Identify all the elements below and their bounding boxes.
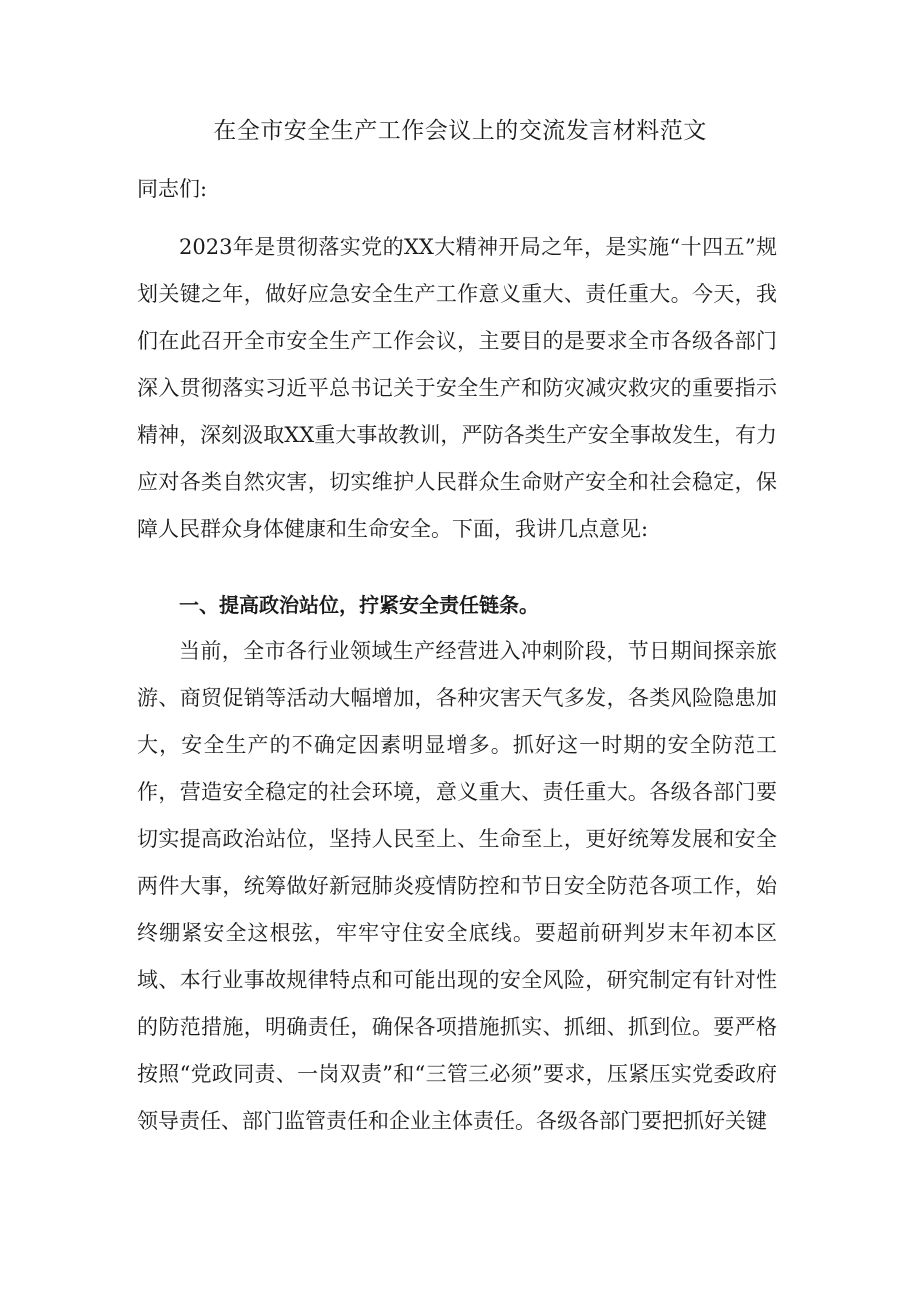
section-body-paragraph: 当前，全市各行业领域生产经营进入冲刺阶段，节日期间探亲旅游、商贸促销等活动大幅增加，各种灾害天气多发，各类风险隐患加大，安全生产的不确定因素明显增多。抓好这一时期的安全防范工作，营造安全稳定的社会环境，意义重大、责任重大。各级各部门要切实提高政治站位，坚持人民至上、生命至上，更好统筹发展和安全两件大事，统筹做好新冠肺炎疫情防控和节日安全防范各项工作，始终绷紧安全这根弦，牢牢守住安全底线。要超前研判岁末年初本区域、本行业事故规律特点和可能出现的安全风险，研究制定有针对性的防范措施，明确责任，确保各项措施抓实、抓细、抓到位。要严格按照“党政同责、一岗双责”和“三管三必须”要求，压紧压实党委政府领导责任、部门监管责任和企业主体责任。各级各部门要把抓好关键 [137, 639, 777, 1133]
salutation: 同志们: [137, 177, 208, 201]
document-title: 在全市安全生产工作会议上的交流发言材料范文 [213, 118, 707, 144]
intro-paragraph: 2023年是贯彻落实党的XX大精神开局之年，是实施“十四五”规划关键之年，做好应急安全生产工作意义重大、责任重大。今天，我们在此召开全市安全生产工作会议，主要目的是要求全市各级各部门深入贯彻落实习近平总书记关于安全生产和防灾减灾救灾的重要指示精神，深刻汲取XX重大事故教训，严防各类生产安全事故发生，有力应对各类自然灾害，切实维护人民群众生命财产安全和社会稳定，保障人民群众身体健康和生命安全。下面，我讲几点意见: [137, 235, 777, 541]
section-heading: 一、提高政治站位，拧紧安全责任链条。 [179, 593, 539, 617]
